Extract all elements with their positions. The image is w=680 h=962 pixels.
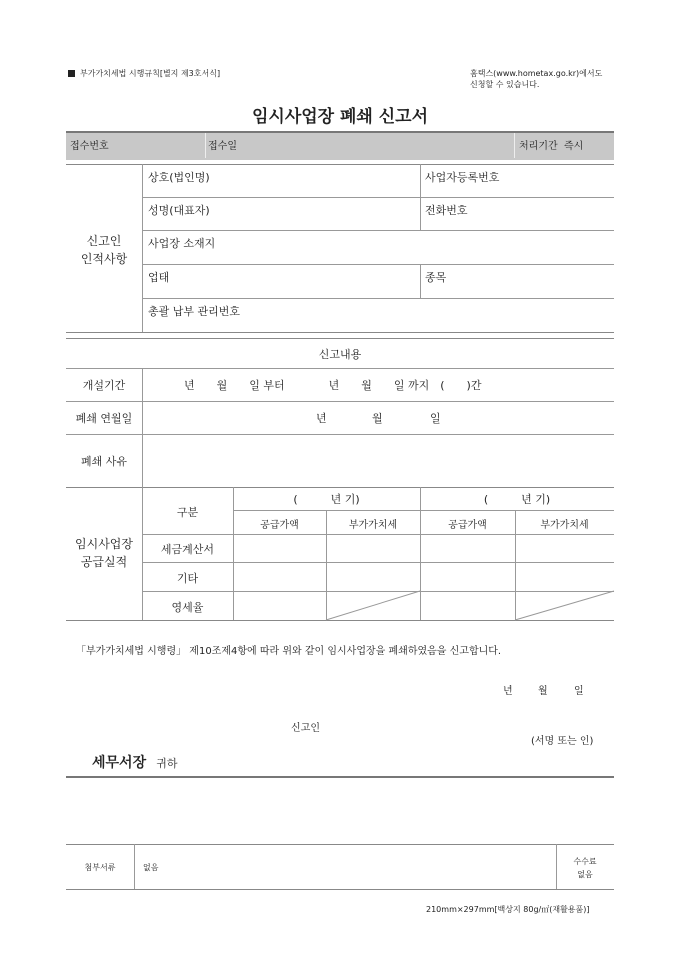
phone-field[interactable]: 전화번호 xyxy=(425,204,468,217)
processing-period: 처리기간 즉시 xyxy=(519,141,584,152)
reporter-section-label: 신고인 인적사항 xyxy=(80,234,128,266)
content-heading: 신고내용 xyxy=(318,348,362,361)
representative-name-field[interactable]: 성명(대표자) xyxy=(148,204,210,217)
open-period-field[interactable]: 년 월 일 부터 년 월 일 까지 ( )간 xyxy=(184,379,482,392)
attachments-value: 없음 xyxy=(143,863,159,872)
declaration-month[interactable]: 월 xyxy=(538,686,548,697)
open-period-label: 개설기간 xyxy=(82,379,126,392)
business-type-field[interactable]: 업태 xyxy=(148,271,170,284)
row-other: 기타 xyxy=(176,572,199,585)
declaration-text: 「부가가치세법 시행령」 제10조제4항에 따라 위와 같이 임시사업장을 폐쇄하였음을 신고합니다. xyxy=(76,646,502,657)
row-zero-rate: 영세율 xyxy=(171,601,204,614)
attachments-label: 첨부서류 xyxy=(84,863,116,872)
company-name-field[interactable]: 상호(법인명) xyxy=(148,171,210,184)
reporter-label: 신고인 xyxy=(291,723,320,734)
supply-section-label: 임시사업장 공급실적 xyxy=(75,537,133,569)
period1-header[interactable]: ( 년 기) xyxy=(293,493,360,506)
business-item-field[interactable]: 종목 xyxy=(425,271,447,284)
close-month[interactable]: 월 xyxy=(372,412,383,425)
declaration-day[interactable]: 일 xyxy=(574,686,584,697)
close-day[interactable]: 일 xyxy=(430,412,441,425)
document-title: 임시사업장 폐쇄 신고서 xyxy=(251,107,429,127)
vat-header-1: 부가가치세 xyxy=(348,520,398,531)
declaration-year[interactable]: 년 xyxy=(503,686,513,697)
receipt-date-label: 접수일 xyxy=(208,141,237,152)
fee: 수수료 없음 xyxy=(573,857,597,879)
business-reg-no-field[interactable]: 사업자등록번호 xyxy=(425,171,500,184)
paper-spec: 210mm×297mm[백상지 80g/㎡(재활용품)] xyxy=(426,905,590,914)
recipient: 세무서장 귀하 xyxy=(92,755,178,771)
vat-header-2: 부가가치세 xyxy=(540,520,589,531)
form-reference: 부가가치세법 시행규칙[별지 제3호서식] xyxy=(68,68,220,79)
close-year[interactable]: 년 xyxy=(316,412,327,425)
hometax-notice: 홈택스(www.hometax.go.kr)에서도 신청할 수 있습니다. xyxy=(470,69,603,89)
consolidated-no-field[interactable]: 총괄 납부 관리번호 xyxy=(148,305,241,318)
supply-amount-header-1: 공급가액 xyxy=(260,520,299,531)
receipt-number-label: 접수번호 xyxy=(70,141,109,152)
signature-placeholder[interactable]: (서명 또는 인) xyxy=(531,736,594,747)
close-reason-label: 폐쇄 사유 xyxy=(80,455,127,468)
period2-header[interactable]: ( 년 기) xyxy=(483,493,551,506)
category-header: 구분 xyxy=(176,506,199,519)
row-tax-invoice: 세금계산서 xyxy=(160,543,215,556)
business-address-field[interactable]: 사업장 소재지 xyxy=(148,237,216,250)
supply-amount-header-2: 공급가액 xyxy=(448,520,487,531)
close-date-label: 폐쇄 연월일 xyxy=(75,412,133,425)
